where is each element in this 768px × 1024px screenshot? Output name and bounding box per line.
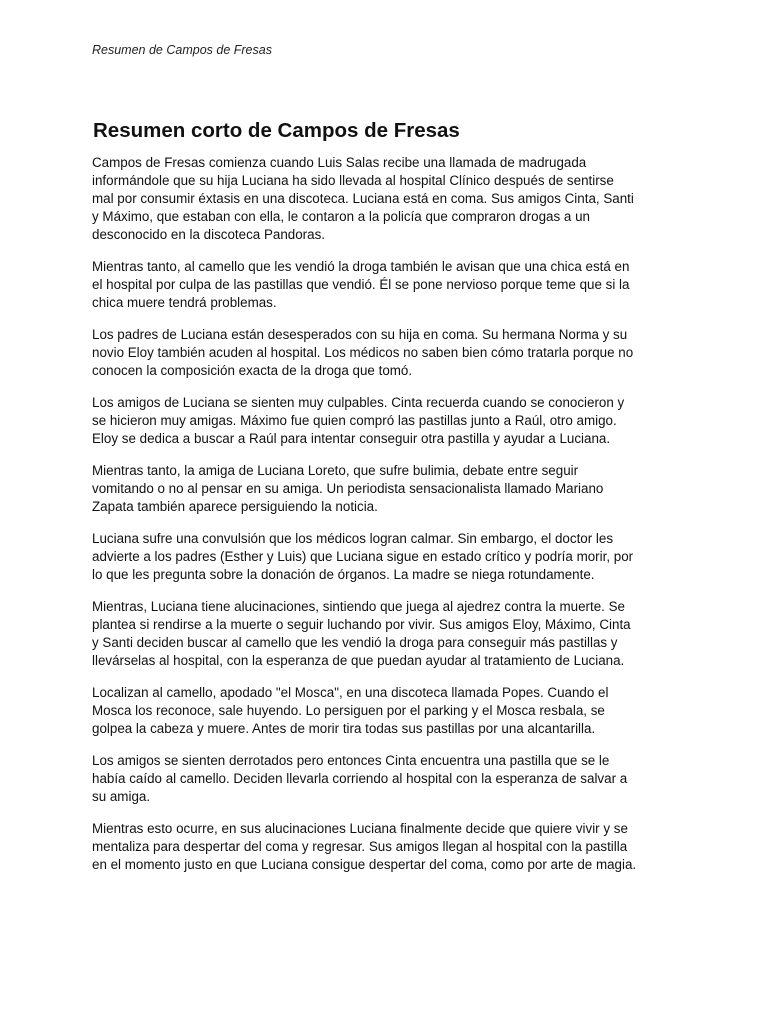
paragraph: Los padres de Luciana están desesperados con su hija en coma. Su hermana Norma y su novio Eloy también acuden al hospital. Los médicos no saben bien cómo tratarla porque no conocen la composición exacta de la droga que tomó. — [92, 327, 634, 378]
paragraph: Mientras esto ocurre, en sus alucinaciones Luciana finalmente decide que quiere vivir y se mentaliza para despertar del coma y regresar. Sus amigos llegan al hospital con la pastilla en el momento justo en que Luciana consigue despertar del coma, como por arte de magia. — [92, 821, 637, 872]
paragraph: Los amigos de Luciana se sienten muy culpables. Cinta recuerda cuando se conocieron y se hicieron muy amigas. Máximo fue quien compró las pastillas junto a Raúl, otro amigo. Eloy se dedica a buscar a Raúl para intentar conseguir otra pastilla y ayudar a Luciana. — [92, 395, 625, 446]
running-header: Resumen de Campos de Fresas — [92, 43, 272, 57]
document-title: Resumen corto de Campos de Fresas — [93, 119, 460, 142]
paragraph: Mientras, Luciana tiene alucinaciones, sintiendo que juega al ajedrez contra la muerte. Se plantea si rendirse a la muerte o seguir luchando por vivir. Sus amigos Eloy, Máximo, Cinta y Santi deciden buscar al camello que les vendió la droga para conseguir más pastillas y llevárselas al hospital, con la esperanza de que puedan ayudar al tratamiento de Luciana. — [92, 599, 631, 668]
paragraph: Mientras tanto, al camello que les vendió la droga también le avisan que una chica está en el hospital por culpa de las pastillas que vendió. Él se pone nervioso porque teme que si la chica muere tendrá problemas. — [92, 259, 630, 310]
document-body — [92, 118, 672, 888]
paragraph: Mientras tanto, la amiga de Luciana Loreto, que sufre bulimia, debate entre seguir vomitando o no al pensar en su amiga. Un periodista sensacionalista llamado Mariano Zapata también aparece persiguiendo la noticia. — [92, 463, 604, 514]
paragraph-list — [92, 154, 672, 874]
paragraph: Luciana sufre una convulsión que los médicos logran calmar. Sin embargo, el doctor les advierte a los padres (Esther y Luis) que Luciana sigue en estado crítico y podría morir, por lo que les pregunta sobre la donación de órganos. La madre se niega rotundamente. — [92, 531, 634, 582]
paragraph: Los amigos se sienten derrotados pero entonces Cinta encuentra una pastilla que se le había caído al camello. Deciden llevarla corriendo al hospital con la esperanza de salvar a su amiga. — [92, 753, 628, 804]
paragraph: Campos de Fresas comienza cuando Luis Salas recibe una llamada de madrugada informándole que su hija Luciana ha sido llevada al hospital Clínico después de sentirse mal por consumir éxtasis en una discoteca. Luciana está en coma. Sus amigos Cinta, Santi y Máximo, que estaban con ella, le contaron a la policía que compraron drogas a un desconocido en la discoteca Pandoras. — [92, 155, 634, 242]
paragraph: Localizan al camello, apodado "el Mosca", en una discoteca llamada Popes. Cuando el Mosca los reconoce, sale huyendo. Lo persiguen por el parking y el Mosca resbala, se golpea la cabeza y muere. Antes de morir tira todas sus pastillas por una alcantarilla. — [92, 685, 609, 736]
